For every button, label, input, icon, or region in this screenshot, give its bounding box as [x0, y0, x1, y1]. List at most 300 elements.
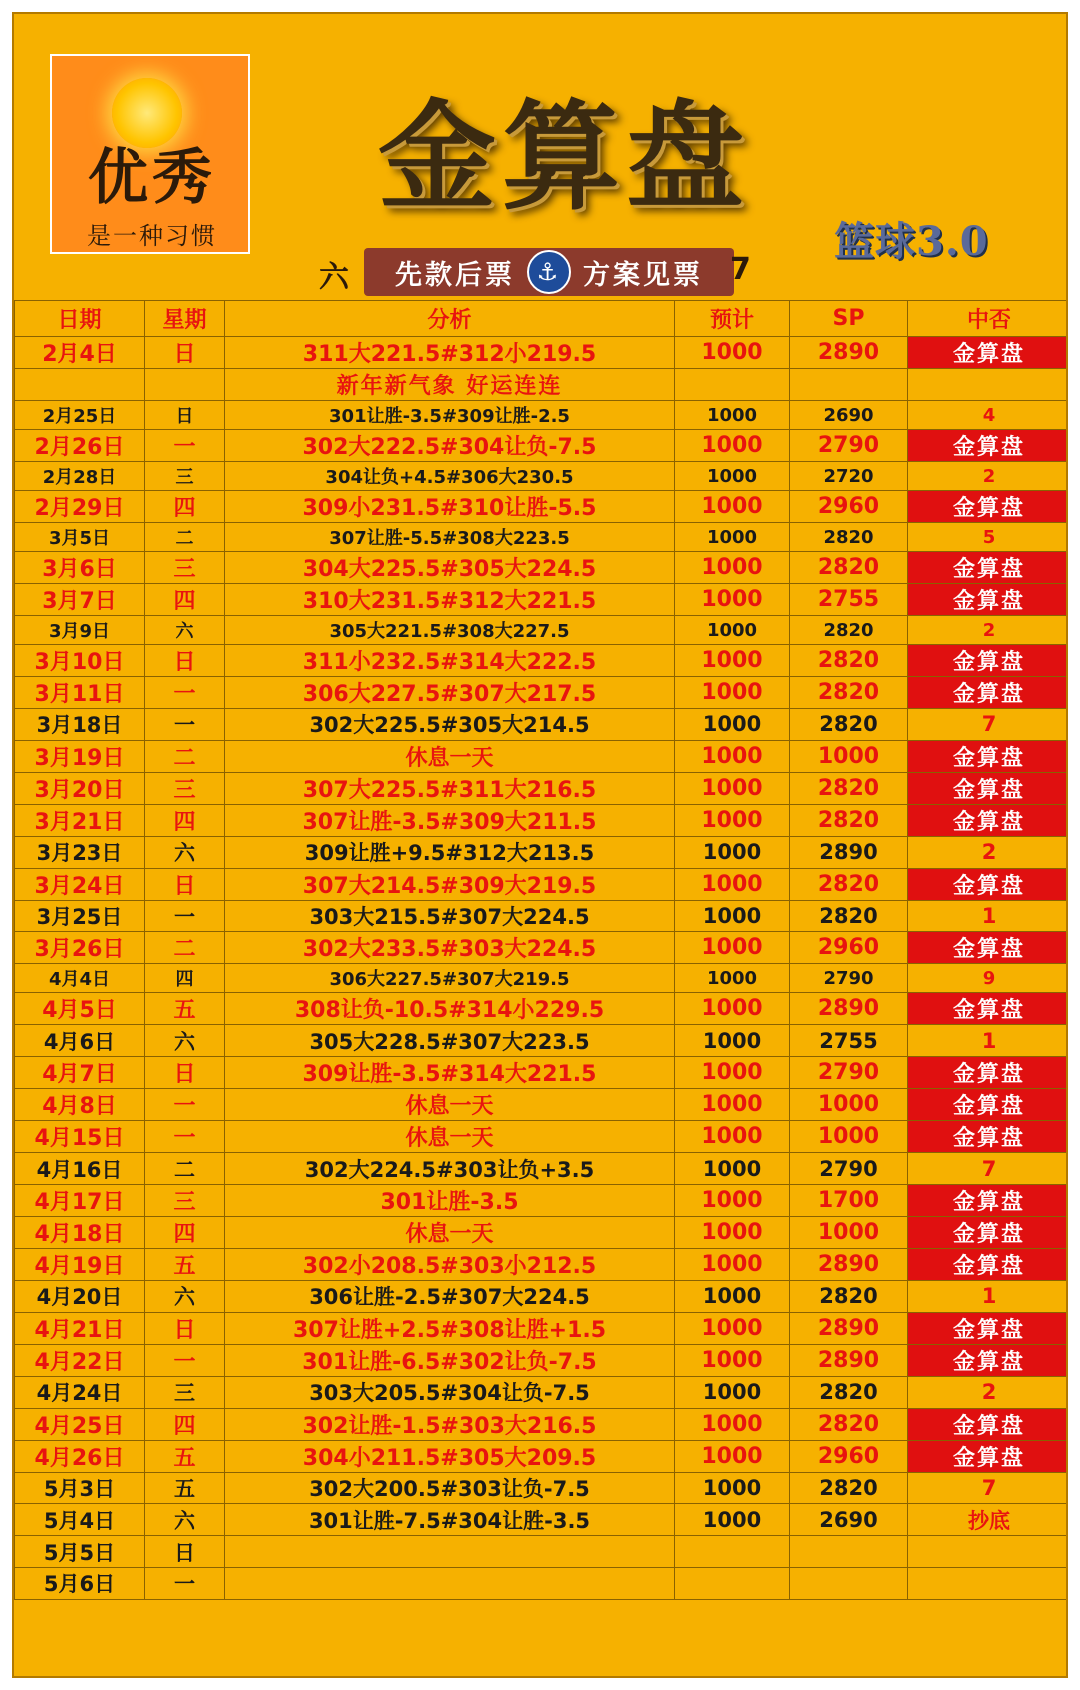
stake-cell: 1000 — [675, 1408, 790, 1440]
result-cell: 金算盘 — [908, 1408, 1069, 1440]
result-cell: 2 — [908, 836, 1069, 868]
date-cell: 4月15日 — [15, 1121, 145, 1153]
result-cell: 7 — [908, 1153, 1069, 1185]
logo-main-text: 优秀 — [88, 143, 216, 213]
weekday-cell: 六 — [145, 1280, 225, 1312]
col-analysis-header: 分析 — [225, 301, 675, 337]
banner-text-a: 先款后票 — [395, 259, 515, 291]
sp-cell: 2755 — [790, 584, 908, 616]
weekday-cell: 一 — [145, 709, 225, 741]
weekday-cell: 五 — [145, 1440, 225, 1472]
stake-cell: 1000 — [675, 964, 790, 993]
analysis-cell: 304小211.5#305大209.5 — [225, 1440, 675, 1472]
sp-cell: 1000 — [790, 1089, 908, 1121]
sp-cell: 1000 — [790, 1216, 908, 1248]
result-cell: 金算盘 — [908, 868, 1069, 900]
stake-cell: 1000 — [675, 523, 790, 552]
col-result-header: 中否 — [908, 301, 1069, 337]
weekday-cell: 四 — [145, 804, 225, 836]
result-cell: 金算盘 — [908, 491, 1069, 523]
table-row — [15, 1280, 1069, 1312]
col-sp-header: SP — [790, 301, 908, 337]
date-cell: 3月25日 — [15, 900, 145, 932]
logo-sub-text: 是一种习惯 — [87, 222, 217, 250]
note-empty-cell — [15, 369, 145, 401]
date-cell: 3月23日 — [15, 836, 145, 868]
result-cell: 1 — [908, 1025, 1069, 1057]
weekday-cell: 四 — [145, 491, 225, 523]
sp-cell: 2960 — [790, 491, 908, 523]
analysis-cell: 307让胜-3.5#309大211.5 — [225, 804, 675, 836]
table-row — [15, 523, 1069, 552]
weekday-cell: 三 — [145, 462, 225, 491]
note-empty-cell — [675, 369, 790, 401]
table-row — [15, 462, 1069, 491]
table-row — [15, 616, 1069, 645]
date-cell: 4月8日 — [15, 1089, 145, 1121]
stake-cell: 1000 — [675, 1184, 790, 1216]
table-row — [15, 337, 1069, 369]
analysis-cell — [225, 1567, 675, 1599]
date-cell: 3月26日 — [15, 932, 145, 964]
sp-cell: 2890 — [790, 836, 908, 868]
result-cell: 2 — [908, 616, 1069, 645]
analysis-cell: 301让胜-7.5#304让胜-3.5 — [225, 1504, 675, 1536]
date-cell: 5月5日 — [15, 1536, 145, 1568]
weekday-cell: 二 — [145, 523, 225, 552]
analysis-cell: 301让胜-3.5 — [225, 1184, 675, 1216]
table-row — [15, 430, 1069, 462]
sp-cell: 2720 — [790, 462, 908, 491]
weekday-cell: 一 — [145, 677, 225, 709]
sp-cell: 2890 — [790, 1312, 908, 1344]
analysis-cell: 306大227.5#307大217.5 — [225, 677, 675, 709]
result-cell: 金算盘 — [908, 772, 1069, 804]
stake-cell: 1000 — [675, 677, 790, 709]
result-cell: 金算盘 — [908, 1440, 1069, 1472]
main-title: 金算盘 — [377, 87, 750, 226]
weekday-cell: 二 — [145, 740, 225, 772]
stake-cell: 1000 — [675, 868, 790, 900]
stake-cell: 1000 — [675, 401, 790, 430]
table-row — [15, 964, 1069, 993]
sp-cell: 2820 — [790, 1376, 908, 1408]
sp-cell: 2890 — [790, 1248, 908, 1280]
sp-cell: 2820 — [790, 1280, 908, 1312]
stake-cell: 1000 — [675, 584, 790, 616]
date-cell: 4月22日 — [15, 1344, 145, 1376]
table-row — [15, 1153, 1069, 1185]
table-row — [15, 709, 1069, 741]
result-cell: 抄底 — [908, 1504, 1069, 1536]
date-cell: 3月19日 — [15, 740, 145, 772]
weekday-cell: 日 — [145, 1312, 225, 1344]
result-cell: 金算盘 — [908, 677, 1069, 709]
result-cell: 金算盘 — [908, 1057, 1069, 1089]
weekday-cell: 一 — [145, 430, 225, 462]
date-cell: 3月20日 — [15, 772, 145, 804]
sp-cell: 1000 — [790, 1121, 908, 1153]
date-cell: 4月26日 — [15, 1440, 145, 1472]
sp-cell: 2890 — [790, 337, 908, 369]
analysis-cell: 307让胜-5.5#308大223.5 — [225, 523, 675, 552]
stake-cell: 1000 — [675, 645, 790, 677]
stake-cell: 1000 — [675, 337, 790, 369]
date-cell: 2月29日 — [15, 491, 145, 523]
sp-cell: 2755 — [790, 1025, 908, 1057]
note-text: 新年新气象 好运连连 — [225, 369, 675, 401]
table-row — [15, 1312, 1069, 1344]
sp-cell: 2960 — [790, 932, 908, 964]
result-cell: 金算盘 — [908, 993, 1069, 1025]
table-row — [15, 1184, 1069, 1216]
date-cell: 4月5日 — [15, 993, 145, 1025]
table-row — [15, 552, 1069, 584]
date-cell: 5月4日 — [15, 1504, 145, 1536]
stake-cell: 1000 — [675, 1504, 790, 1536]
result-cell — [908, 1536, 1069, 1568]
stake-cell: 1000 — [675, 1280, 790, 1312]
stake-cell: 1000 — [675, 772, 790, 804]
banner-right-text: 7 — [730, 252, 751, 287]
analysis-cell: 休息一天 — [225, 1216, 675, 1248]
table-row — [15, 1536, 1069, 1568]
weekday-cell: 二 — [145, 932, 225, 964]
weekday-cell: 一 — [145, 900, 225, 932]
table-row — [15, 900, 1069, 932]
analysis-cell: 307让胜+2.5#308让胜+1.5 — [225, 1312, 675, 1344]
stake-cell — [675, 1536, 790, 1568]
sub-title: 篮球3.0 — [834, 218, 989, 265]
result-cell: 金算盘 — [908, 1312, 1069, 1344]
weekday-cell: 四 — [145, 1216, 225, 1248]
analysis-cell: 302让胜-1.5#303大216.5 — [225, 1408, 675, 1440]
stake-cell: 1000 — [675, 616, 790, 645]
table-row — [15, 932, 1069, 964]
analysis-cell: 302大225.5#305大214.5 — [225, 709, 675, 741]
result-cell: 金算盘 — [908, 1089, 1069, 1121]
stake-cell — [675, 1567, 790, 1599]
header — [14, 14, 1068, 302]
date-cell: 3月6日 — [15, 552, 145, 584]
note-empty-cell — [790, 369, 908, 401]
analysis-cell: 309让胜+9.5#312大213.5 — [225, 836, 675, 868]
analysis-cell: 307大214.5#309大219.5 — [225, 868, 675, 900]
weekday-cell: 六 — [145, 1025, 225, 1057]
sp-cell: 2820 — [790, 900, 908, 932]
analysis-cell: 301让胜-6.5#302让负-7.5 — [225, 1344, 675, 1376]
result-cell: 金算盘 — [908, 1184, 1069, 1216]
table-row — [15, 836, 1069, 868]
date-cell: 4月4日 — [15, 964, 145, 993]
weekday-cell: 三 — [145, 552, 225, 584]
result-cell: 金算盘 — [908, 1344, 1069, 1376]
table-row — [15, 1408, 1069, 1440]
result-cell: 金算盘 — [908, 932, 1069, 964]
weekday-cell: 日 — [145, 401, 225, 430]
analysis-cell: 308让负-10.5#314小229.5 — [225, 993, 675, 1025]
weekday-cell: 三 — [145, 1184, 225, 1216]
stake-cell: 1000 — [675, 1057, 790, 1089]
result-cell: 金算盘 — [908, 430, 1069, 462]
sp-cell: 2820 — [790, 552, 908, 584]
table-header-row — [15, 301, 1069, 337]
stake-cell: 1000 — [675, 462, 790, 491]
stake-cell: 1000 — [675, 552, 790, 584]
sp-cell: 1000 — [790, 740, 908, 772]
stake-cell: 1000 — [675, 1248, 790, 1280]
table-row — [15, 868, 1069, 900]
result-cell: 金算盘 — [908, 740, 1069, 772]
table-row — [15, 677, 1069, 709]
date-cell: 4月19日 — [15, 1248, 145, 1280]
sp-cell: 2690 — [790, 401, 908, 430]
date-cell: 2月25日 — [15, 401, 145, 430]
stake-cell: 1000 — [675, 740, 790, 772]
analysis-cell: 306大227.5#307大219.5 — [225, 964, 675, 993]
stake-cell: 1000 — [675, 1472, 790, 1504]
result-cell: 金算盘 — [908, 584, 1069, 616]
result-cell: 5 — [908, 523, 1069, 552]
stake-cell: 1000 — [675, 491, 790, 523]
weekday-cell: 一 — [145, 1089, 225, 1121]
stake-cell: 1000 — [675, 804, 790, 836]
weekday-cell: 四 — [145, 1408, 225, 1440]
sp-cell: 2960 — [790, 1440, 908, 1472]
weekday-cell: 四 — [145, 964, 225, 993]
analysis-cell — [225, 1536, 675, 1568]
table-row — [15, 993, 1069, 1025]
table-row — [15, 1089, 1069, 1121]
sp-cell: 2790 — [790, 1057, 908, 1089]
stake-cell: 1000 — [675, 1376, 790, 1408]
weekday-cell: 五 — [145, 1248, 225, 1280]
sp-cell: 2820 — [790, 1408, 908, 1440]
weekday-cell: 六 — [145, 836, 225, 868]
weekday-cell: 二 — [145, 1153, 225, 1185]
weekday-cell: 日 — [145, 1536, 225, 1568]
table-row — [15, 1567, 1069, 1599]
anchor-icon: ⚓ — [527, 250, 571, 294]
table-row — [15, 1344, 1069, 1376]
date-cell: 3月5日 — [15, 523, 145, 552]
stake-cell: 1000 — [675, 932, 790, 964]
date-cell: 4月6日 — [15, 1025, 145, 1057]
table-row — [15, 401, 1069, 430]
result-cell: 金算盘 — [908, 552, 1069, 584]
sp-cell — [790, 1567, 908, 1599]
analysis-cell: 302大224.5#303让负+3.5 — [225, 1153, 675, 1185]
col-stake-header: 预计 — [675, 301, 790, 337]
result-cell: 4 — [908, 401, 1069, 430]
analysis-cell: 305大221.5#308大227.5 — [225, 616, 675, 645]
stake-cell: 1000 — [675, 1440, 790, 1472]
stake-cell: 1000 — [675, 1312, 790, 1344]
logo-badge — [50, 54, 250, 254]
weekday-cell: 六 — [145, 1504, 225, 1536]
date-cell: 2月28日 — [15, 462, 145, 491]
table-row — [15, 1504, 1069, 1536]
date-cell: 4月16日 — [15, 1153, 145, 1185]
table-row — [15, 1121, 1069, 1153]
table-row — [15, 1248, 1069, 1280]
result-cell: 9 — [908, 964, 1069, 993]
stake-cell: 1000 — [675, 1216, 790, 1248]
col-date-header: 日期 — [15, 301, 145, 337]
result-cell — [908, 1567, 1069, 1599]
weekday-cell: 四 — [145, 584, 225, 616]
analysis-cell: 309让胜-3.5#314大221.5 — [225, 1057, 675, 1089]
analysis-cell: 304让负+4.5#306大230.5 — [225, 462, 675, 491]
table-row — [15, 1025, 1069, 1057]
date-cell: 5月6日 — [15, 1567, 145, 1599]
table-row — [15, 491, 1069, 523]
table-row — [15, 1216, 1069, 1248]
poster — [12, 12, 1068, 1678]
result-cell: 金算盘 — [908, 1121, 1069, 1153]
weekday-cell: 三 — [145, 1376, 225, 1408]
sp-cell: 1700 — [790, 1184, 908, 1216]
analysis-cell: 303大215.5#307大224.5 — [225, 900, 675, 932]
table-row — [15, 1376, 1069, 1408]
weekday-cell: 五 — [145, 1472, 225, 1504]
sp-cell: 2890 — [790, 1344, 908, 1376]
weekday-cell: 五 — [145, 993, 225, 1025]
sp-cell: 2820 — [790, 616, 908, 645]
sp-cell: 2820 — [790, 804, 908, 836]
analysis-cell: 311大221.5#312小219.5 — [225, 337, 675, 369]
sp-cell: 2820 — [790, 1472, 908, 1504]
date-cell: 4月17日 — [15, 1184, 145, 1216]
date-cell: 4月20日 — [15, 1280, 145, 1312]
result-cell: 金算盘 — [908, 1248, 1069, 1280]
analysis-cell: 休息一天 — [225, 1089, 675, 1121]
weekday-cell: 日 — [145, 1057, 225, 1089]
date-cell: 4月25日 — [15, 1408, 145, 1440]
table-row — [15, 645, 1069, 677]
stake-cell: 1000 — [675, 900, 790, 932]
weekday-cell: 一 — [145, 1344, 225, 1376]
weekday-cell: 一 — [145, 1567, 225, 1599]
stake-cell: 1000 — [675, 1153, 790, 1185]
date-cell: 3月18日 — [15, 709, 145, 741]
result-cell: 2 — [908, 1376, 1069, 1408]
banner-left-text: 六 — [319, 260, 349, 295]
stake-cell: 1000 — [675, 1025, 790, 1057]
sp-cell: 2790 — [790, 964, 908, 993]
picks-table — [14, 300, 1068, 1600]
date-cell: 3月21日 — [15, 804, 145, 836]
weekday-cell: 日 — [145, 337, 225, 369]
analysis-cell: 311小232.5#314大222.5 — [225, 645, 675, 677]
col-day-header: 星期 — [145, 301, 225, 337]
weekday-cell: 日 — [145, 645, 225, 677]
date-cell: 3月9日 — [15, 616, 145, 645]
result-cell: 金算盘 — [908, 645, 1069, 677]
result-cell: 金算盘 — [908, 337, 1069, 369]
weekday-cell: 三 — [145, 772, 225, 804]
sp-cell — [790, 1536, 908, 1568]
sp-cell: 2890 — [790, 993, 908, 1025]
analysis-cell: 307大225.5#311大216.5 — [225, 772, 675, 804]
table-row — [15, 772, 1069, 804]
result-cell: 2 — [908, 462, 1069, 491]
sp-cell: 2820 — [790, 523, 908, 552]
stake-cell: 1000 — [675, 1089, 790, 1121]
analysis-cell: 305大228.5#307大223.5 — [225, 1025, 675, 1057]
weekday-cell: 一 — [145, 1121, 225, 1153]
result-cell: 1 — [908, 900, 1069, 932]
sp-cell: 2820 — [790, 645, 908, 677]
date-cell: 3月24日 — [15, 868, 145, 900]
note-empty-cell — [145, 369, 225, 401]
analysis-cell: 309小231.5#310让胜-5.5 — [225, 491, 675, 523]
date-cell: 2月26日 — [15, 430, 145, 462]
weekday-cell: 日 — [145, 868, 225, 900]
analysis-cell: 304大225.5#305大224.5 — [225, 552, 675, 584]
analysis-cell: 303大205.5#304让负-7.5 — [225, 1376, 675, 1408]
result-cell: 7 — [908, 709, 1069, 741]
stake-cell: 1000 — [675, 709, 790, 741]
analysis-cell: 302大200.5#303让负-7.5 — [225, 1472, 675, 1504]
analysis-cell: 302小208.5#303小212.5 — [225, 1248, 675, 1280]
analysis-cell: 302大222.5#304让负-7.5 — [225, 430, 675, 462]
table-row — [15, 740, 1069, 772]
table-row — [15, 804, 1069, 836]
date-cell: 4月24日 — [15, 1376, 145, 1408]
table-row — [15, 1057, 1069, 1089]
analysis-cell: 休息一天 — [225, 740, 675, 772]
analysis-cell: 310大231.5#312大221.5 — [225, 584, 675, 616]
sp-cell: 2790 — [790, 430, 908, 462]
table-row — [15, 1440, 1069, 1472]
sp-cell: 2790 — [790, 1153, 908, 1185]
date-cell: 4月21日 — [15, 1312, 145, 1344]
date-cell: 3月11日 — [15, 677, 145, 709]
sp-cell: 2820 — [790, 709, 908, 741]
table-body — [15, 337, 1069, 1600]
sp-cell: 2820 — [790, 772, 908, 804]
slogan-banner — [364, 248, 734, 296]
date-cell: 5月3日 — [15, 1472, 145, 1504]
banner-text-b: 方案见票 — [583, 259, 703, 291]
stake-cell: 1000 — [675, 430, 790, 462]
result-cell: 1 — [908, 1280, 1069, 1312]
weekday-cell: 六 — [145, 616, 225, 645]
note-row — [15, 369, 1069, 401]
date-cell: 2月4日 — [15, 337, 145, 369]
stake-cell: 1000 — [675, 993, 790, 1025]
stake-cell: 1000 — [675, 836, 790, 868]
analysis-cell: 301让胜-3.5#309让胜-2.5 — [225, 401, 675, 430]
analysis-cell: 302大233.5#303大224.5 — [225, 932, 675, 964]
date-cell: 3月10日 — [15, 645, 145, 677]
date-cell: 4月18日 — [15, 1216, 145, 1248]
note-empty-cell — [908, 369, 1069, 401]
analysis-cell: 306让胜-2.5#307大224.5 — [225, 1280, 675, 1312]
result-cell: 7 — [908, 1472, 1069, 1504]
date-cell: 3月7日 — [15, 584, 145, 616]
table-row — [15, 1472, 1069, 1504]
stake-cell: 1000 — [675, 1121, 790, 1153]
sp-cell: 2820 — [790, 868, 908, 900]
sp-cell: 2690 — [790, 1504, 908, 1536]
stake-cell: 1000 — [675, 1344, 790, 1376]
sp-cell: 2820 — [790, 677, 908, 709]
table-row — [15, 584, 1069, 616]
result-cell: 金算盘 — [908, 804, 1069, 836]
result-cell: 金算盘 — [908, 1216, 1069, 1248]
